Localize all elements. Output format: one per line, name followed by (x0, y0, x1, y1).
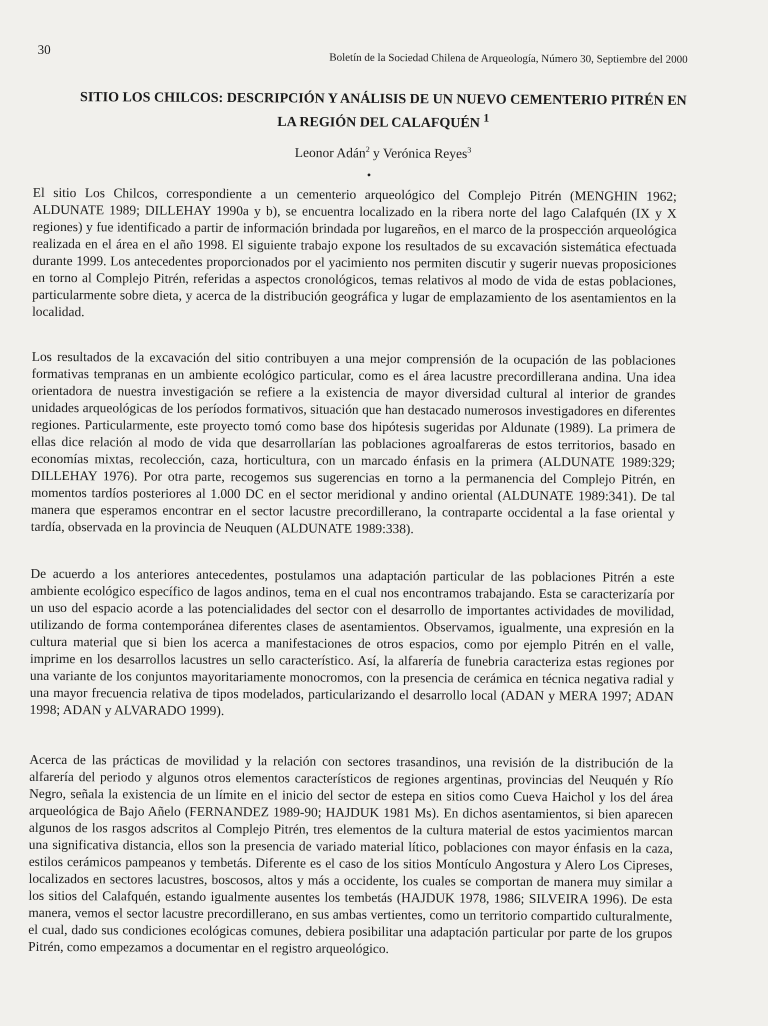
body-paragraph-4: Acerca de las prácticas de movilidad y la relación con sectores trasandinos, una revisión de la distribución de la alfarería del periodo y algunos otros elementos característicos de regiones argentinas, provincias del Neuquén y Río Negro, señala la existencia de un límite en el inicio del sector de estepa en sitios como Cueva Haichol y los del área arqueológica de Bajo Añelo (FERNANDEZ 1989-90; HAJDUK 1981 Ms). En dichos asentamientos, si bien aparecen algunos de los rasgos adscritos al Complejo Pitrén, tres elementos de la cultura material de estos yacimientos marcan una significativa distancia, ellos son la presencia de variado material lítico, poblaciones con mayor énfasis en la caza, estilos cerámicos pampeanos y tembetás. Diferente es el caso de los sitios Montículo Angostura y Alero Los Cipreses, localizados en sectores lacustres, boscosos, altos y más a occidente, los cuales se comportan de manera muy similar a los sitios del Calafquén, estando igualmente ausentes los tembetás (HAJDUK 1978, 1986; SILVEIRA 1996). De esta manera, vemos el sector lacustre precordillerano, en sus ambas vertientes, como un territorio compartido culturalmente, el cual, dado sus condiciones ecológicas comunes, debiera posibilitar una adaptación particular por parte de los grupos Pitrén, como empezamos a documentar en el registro arqueológico. (28, 751, 674, 957)
author-1: Leonor Adán (294, 144, 366, 161)
journal-header: Boletín de la Sociedad Chilena de Arqueología, Número 30, Septiembre del 2000 (329, 51, 688, 66)
title-footnote-marker: 1 (483, 111, 490, 125)
author-2: Verónica Reyes (382, 145, 468, 162)
author-line (35, 143, 731, 164)
page-number: 30 (37, 41, 51, 57)
author-separator: y (369, 145, 384, 161)
body-paragraph-3: De acuerdo a los anteriores antecedentes, postulamos una adaptación particular de las poblaciones Pitrén a este ambiente ecológico específico de lagos andinos, tema en el cual nos encontramos trabajando. Esta se caracterizaría por un uso del espacio acorde a las potencialidades del sector con el desarrollo de importantes actividades de movilidad, utilizando de forma contemporánea diferentes clases de asentamientos. Observamos, igualmente, una expresión en la cultura material que si bien los acerca a manifestaciones de otros espacios, como por ejemplo Pitrén en el valle, imprime en los desarrollos lacustres un sello característico. Así, la alfarería de funebria caracteriza estas regiones por una variante de los conjuntos mayoritariamente monocromos, con la presencia de cerámica en técnica negativa radial y una mayor frecuencia relativa de tipos modelados, particularizando el desarrollo local (ADAN y MERA 1997; ADAN 1998; ADAN y ALVARADO 1999). (29, 565, 675, 719)
body-paragraph-1: El sitio Los Chilcos, correspondiente a un cementerio arqueológico del Complejo Pitrén (MENGHIN 1962; ALDUNATE 1989; DILLEHAY 1990a y b), se encuentra localizado en la ribera norte del lago Calafquén (IX y X regiones) y fue identificado a partir de información brindada por lugareños, en el marco de la prospección arqueológica realizada en el área en el año 1998. El siguiente trabajo expone los resultados de su excavación sistemática efectuada durante 1999. Los antecedentes proporcionados por el yacimiento nos permiten discutir y sugerir nuevas proposiciones en torno al Complejo Pitrén, referidas a aspectos cronológicos, temas relativos al modo de vida de estas poblaciones, particularmente sobre dieta, y acerca de la distribución geográfica y lugar de emplazamiento de los asentamientos en la localidad. (32, 184, 677, 320)
body-paragraph-2: Los resultados de la excavación del sitio contribuyen a una mejor comprensión de la ocupación de las poblaciones formativas tempranas en un ambiente ecológico particular, como es el área lacustre precordillerana andina. Una idea orientadora de nuestra investigación se refiere a la existencia de mayor diversidad cultural al interior de grandes unidades arqueológicas de los períodos formativos, situación que han destacado numerosos investigadores en diferentes regiones. Particularmente, este proyecto tomó como base dos hipótesis sugeridas por Aldunate (1989). La primera de ellas dice relación al modo de vida que desarrollarían las poblaciones agroalfareras de estos territorios, basado en economías mixtas, recolección, caza, horticultura, con un marcado énfasis en la primera (ALDUNATE 1989:329; DILLEHAY 1976). Por otra parte, recogemos sus sugerencias en torno a la permanencia del Complejo Pitrén, en momentos tardíos posteriores al 1.000 DC en el sector meridional y andino oriental (ALDUNATE 1989:341). De tal manera que esperamos encontrar en el sector lacustre precordillerano, la contraparte occidental a la fase oriental y tardía, observada en la provincia de Neuquen (ALDUNATE 1989:338). (30, 348, 676, 537)
author-2-footnote-marker: 3 (467, 145, 472, 155)
title-line-2: LA REGIÓN DEL CALAFQUÉN (277, 115, 480, 132)
separator-dot: • (366, 167, 372, 182)
title-line-1: SITIO LOS CHILCOS: DESCRIPCIÓN Y ANÁLISIS DE UN NUEVO CEMENTERIO PITRÉN EN (80, 90, 687, 109)
article-title (35, 89, 731, 135)
author-1-footnote-marker: 2 (365, 144, 370, 154)
